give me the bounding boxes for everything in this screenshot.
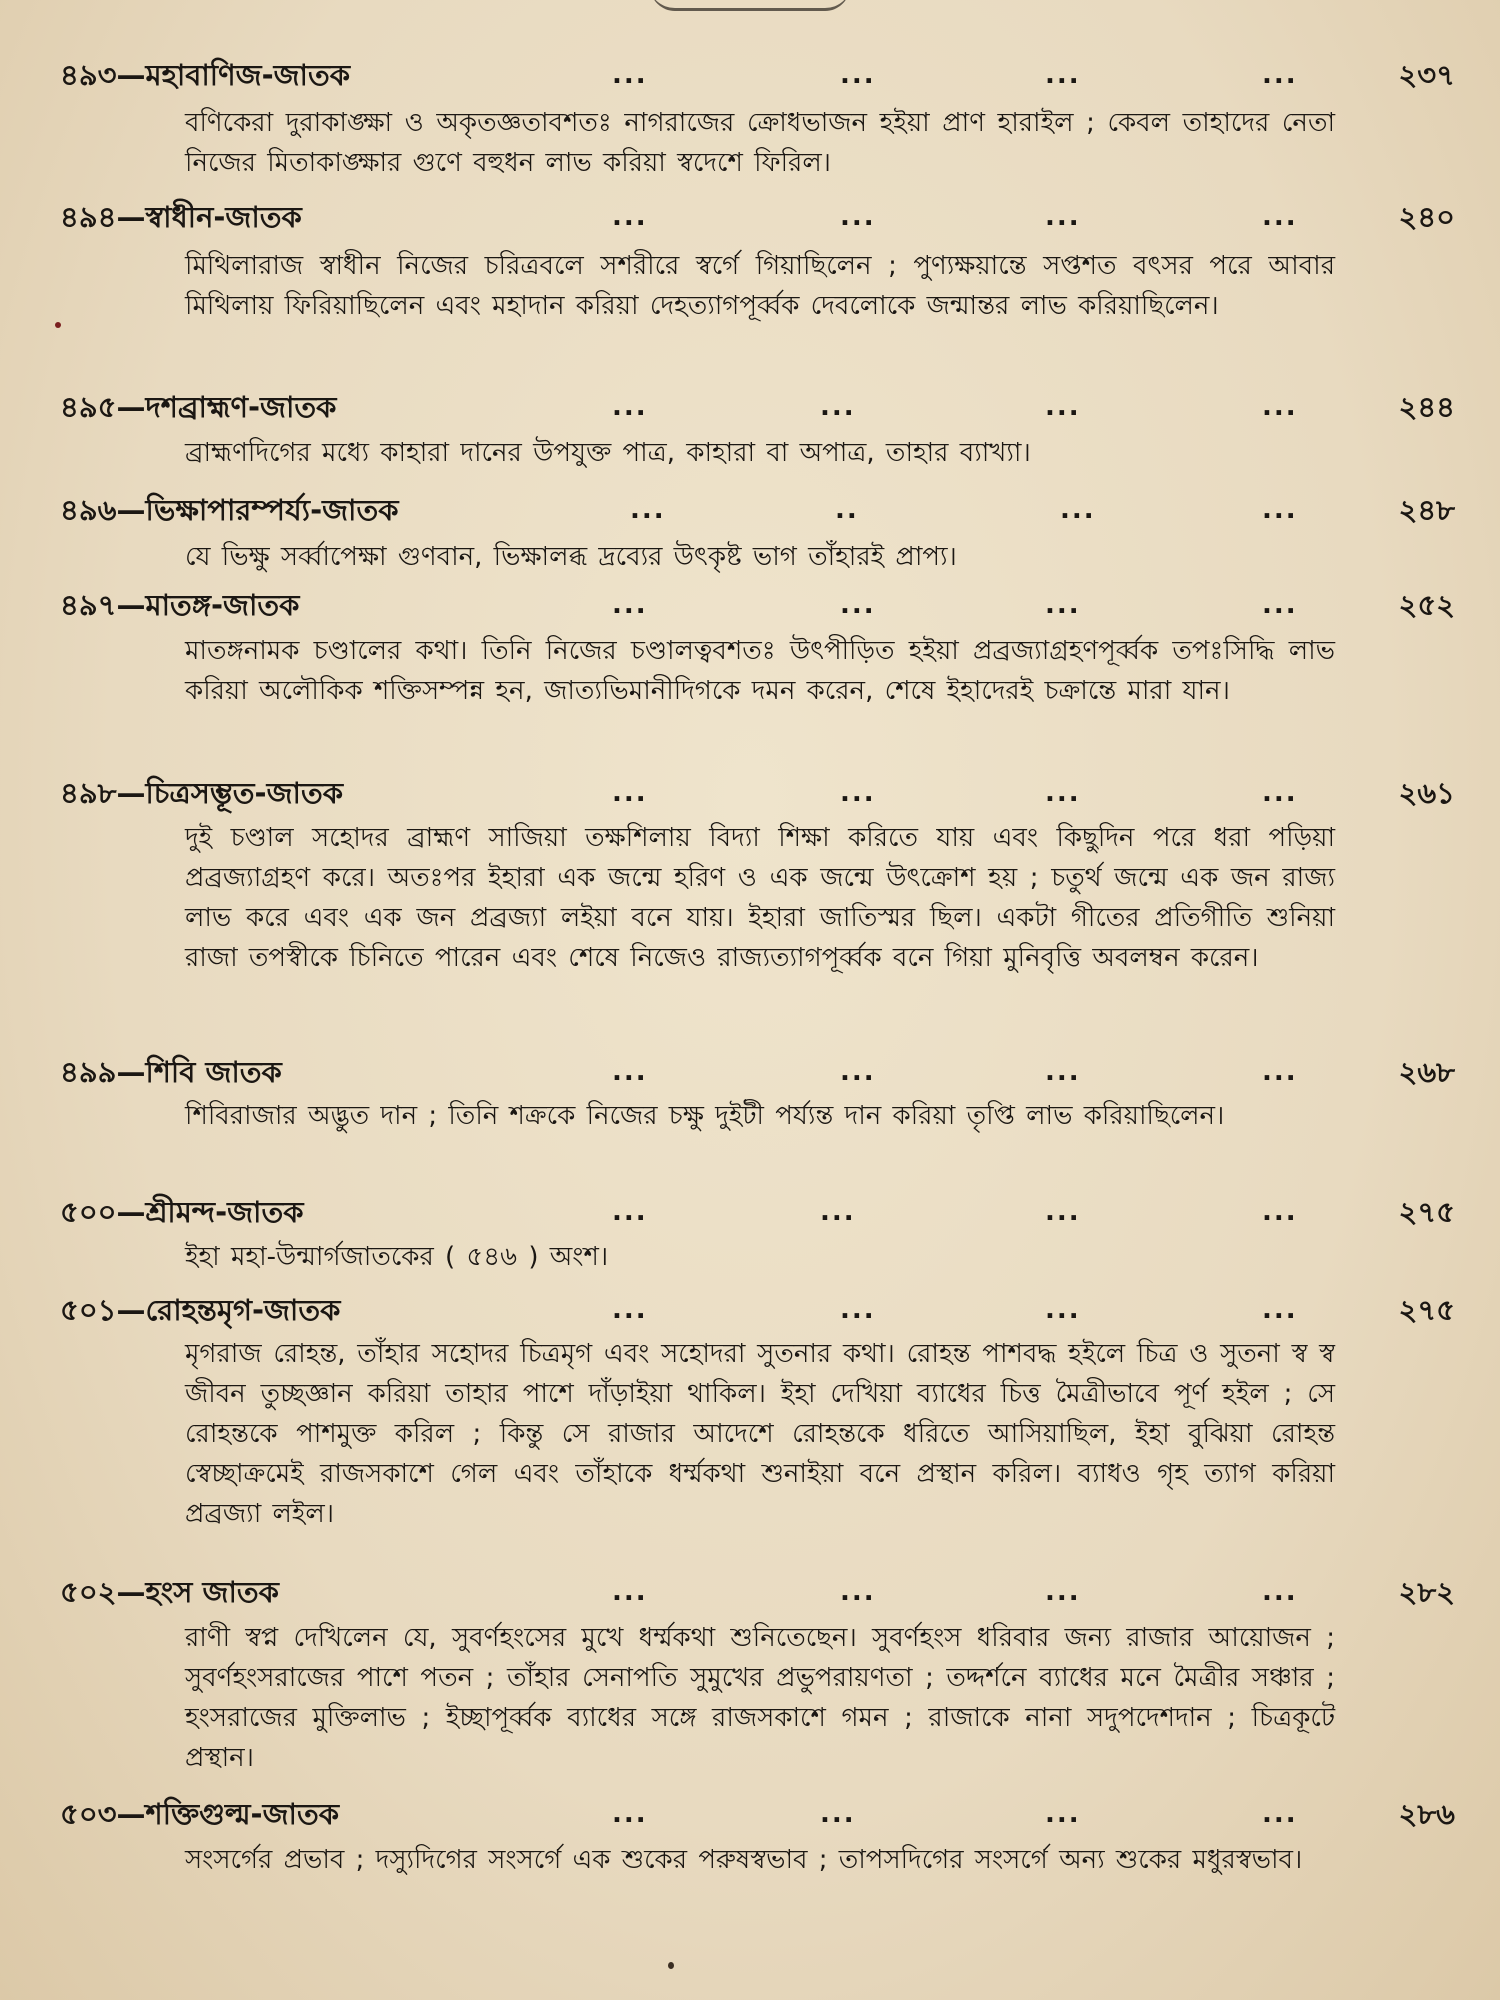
entry-title: ৪৯৪—স্বাধীন-জাতক xyxy=(60,200,302,234)
leader-dots: ... xyxy=(840,202,876,232)
leader-dots: ... xyxy=(612,778,648,808)
entry-title: ৪৯৮—চিত্রসম্ভূত-জাতক xyxy=(60,776,343,810)
leader-dots: ... xyxy=(1045,778,1081,808)
entry-description: মৃগরাজ রোহন্ত, তাঁহার সহোদর চিত্রমৃগ এবং সহোদরা সুতনার কথা। রোহন্ত পাশবদ্ধ হইলে চিত্র ও সুতনা স্ব স্ব জীবন তুচ্ছজ্ঞান করিয়া তাহার পাশে দাঁড়াইয়া থাকিল। ইহা দেখিয়া ব্যাধের চিত্ত মৈত্রীভাবে পূর্ণ হইল ; সে রোহন্তকে পাশমুক্ত করিল ; কিন্তু সে রাজার আদেশে রোহন্তকে ধরিতে আসিয়াছিল, ইহা বুঝিয়া রোহন্ত স্বেচ্ছাক্রমেই রাজসকাশে গেল এবং তাঁহাকে ধর্ম্মকথা শুনাইয়া বনে প্রস্থান করিল। ব্যাধও গৃহ ত্যাগ করিয়া প্রব্রজ্যা লইল। xyxy=(185,1339,1335,1529)
leader-dots: ... xyxy=(1045,1197,1081,1227)
leader-dots: ... xyxy=(1262,392,1298,422)
page-number: ২৪০ xyxy=(1398,200,1455,234)
leader-dots: ... xyxy=(820,392,856,422)
leader-dots: ... xyxy=(1045,60,1081,90)
leader-dots: ... xyxy=(1045,1799,1081,1829)
toc-entry-header xyxy=(0,771,1500,815)
toc-entry-header xyxy=(0,1050,1500,1094)
leader-dots: ... xyxy=(612,392,648,422)
toc-entry-header xyxy=(0,488,1500,532)
ink-speck xyxy=(55,322,61,328)
entry-title: ৪৯৩—মহাবাণিজ-জাতক xyxy=(60,58,351,92)
page-number: ২৮২ xyxy=(1398,1575,1455,1609)
leader-dots: ... xyxy=(612,1295,648,1325)
leader-dots: ... xyxy=(612,1799,648,1829)
entry-title: ৫০০—শ্রীমন্দ-জাতক xyxy=(60,1195,304,1229)
leader-dots: ... xyxy=(840,1577,876,1607)
leader-dots: ... xyxy=(1045,1577,1081,1607)
leader-dots: ... xyxy=(1262,1197,1298,1227)
page-number: ২৪৪ xyxy=(1398,390,1455,424)
entry-description: দুই চণ্ডাল সহোদর ব্রাহ্মণ সাজিয়া তক্ষশিলায় বিদ্যা শিক্ষা করিতে যায় এবং কিছুদিন পরে ধরা পড়িয়া প্রব্রজ্যাগ্রহণ করে। অতঃপর ইহারা এক জন্মে হরিণ ও এক জন্মে উৎক্রোশ হয় ; চতুর্থ জন্মে এক জন রাজ্য লাভ করে এবং এক জন প্রব্রজ্যা লইয়া বনে যায়। ইহারা জাতিস্মর ছিল। একটা গীতের প্রতিগীতি শুনিয়া রাজা তপস্বীকে চিনিতে পারেন এবং শেষে নিজেও রাজ্যত্যাগপূর্ব্বক বনে গিয়া মুনিবৃত্তি অবলম্বন করেন। xyxy=(185,823,1335,973)
entry-title: ৫০১—রোহন্তমৃগ-জাতক xyxy=(60,1293,341,1327)
leader-dots: ... xyxy=(612,1057,648,1087)
page-number: ২৪৮ xyxy=(1398,493,1455,527)
leader-dots: ... xyxy=(820,1197,856,1227)
ink-speck xyxy=(668,1962,674,1969)
leader-dots: ... xyxy=(1262,1577,1298,1607)
leader-dots: ... xyxy=(1262,1799,1298,1829)
entry-title: ৪৯৭—মাতঙ্গ-জাতক xyxy=(60,588,300,622)
entry-title: ৪৯৫—দশব্রাহ্মণ-জাতক xyxy=(60,390,337,424)
toc-entry-header xyxy=(0,1570,1500,1614)
entry-description: ইহা মহা-উন্মার্গজাতকের ( ৫৪৬ ) অংশ। xyxy=(185,1242,609,1272)
leader-dots: ... xyxy=(1262,1295,1298,1325)
page-number: ২৭৫ xyxy=(1398,1293,1455,1327)
leader-dots: .. xyxy=(835,495,859,525)
leader-dots: ... xyxy=(840,1295,876,1325)
leader-dots: ... xyxy=(1262,495,1298,525)
toc-entry-header xyxy=(0,385,1500,429)
page-number: ২৩৭ xyxy=(1398,58,1455,92)
leader-dots: ... xyxy=(1262,1057,1298,1087)
entry-description: যে ভিক্ষু সর্ব্বাপেক্ষা গুণবান, ভিক্ষালব্ধ দ্রব্যের উৎকৃষ্ট ভাগ তাঁহারই প্রাপ্য। xyxy=(185,542,957,572)
leader-dots: ... xyxy=(840,1057,876,1087)
entry-description: সংসর্গের প্রভাব ; দস্যুদিগের সংসর্গে এক শুকের পরুষস্বভাব ; তাপসদিগের সংসর্গে অন্য শুকের মধুরস্বভাব। xyxy=(185,1845,1303,1875)
entry-description: মাতঙ্গনামক চণ্ডালের কথা। তিনি নিজের চণ্ডালত্ববশতঃ উৎপীড়িত হইয়া প্রব্রজ্যাগ্রহণপূর্ব্বক তপঃসিদ্ধি লাভ করিয়া অলৌকিক শক্তিসম্পন্ন হন, জাত্যভিমানীদিগকে দমন করেন, শেষে ইহাদেরই চক্রান্তে মারা যান। xyxy=(185,636,1335,706)
leader-dots: ... xyxy=(1060,495,1096,525)
header-bracket-mark xyxy=(650,0,850,11)
leader-dots: ... xyxy=(1045,590,1081,620)
entry-description: শিবিরাজার অদ্ভুত দান ; তিনি শক্রকে নিজের চক্ষু দুইটী পর্য্যন্ত দান করিয়া তৃপ্তি লাভ করিয়াছিলেন। xyxy=(185,1101,1225,1131)
page-number: ২৬১ xyxy=(1398,776,1455,810)
leader-dots: ... xyxy=(1262,590,1298,620)
entry-description: ব্রাহ্মণদিগের মধ্যে কাহারা দানের উপযুক্ত পাত্র, কাহারা বা অপাত্র, তাহার ব্যাখ্যা। xyxy=(185,438,1031,468)
leader-dots: ... xyxy=(1262,202,1298,232)
leader-dots: ... xyxy=(612,1197,648,1227)
entry-description: রাণী স্বপ্ন দেখিলেন যে, সুবর্ণহংসের মুখে ধর্ম্মকথা শুনিতেছেন। সুবর্ণহংস ধরিবার জন্য রাজার আয়োজন ; সুবর্ণহংসরাজের পাশে পতন ; তাঁহার সেনাপতি সুমুখের প্রভুপরায়ণতা ; তদ্দর্শনে ব্যাধের মনে মৈত্রীর সঞ্চার ; হংসরাজের মুক্তিলাভ ; ইচ্ছাপূর্ব্বক ব্যাধের সঙ্গে রাজসকাশে গমন ; রাজাকে নানা সদুপদেশদান ; চিত্রকূটে প্রস্থান। xyxy=(185,1623,1335,1773)
leader-dots: ... xyxy=(1045,202,1081,232)
toc-entry-header xyxy=(0,53,1500,97)
leader-dots: ... xyxy=(840,778,876,808)
entry-title: ৫০৩—শক্তিগুল্ম-জাতক xyxy=(60,1797,339,1831)
leader-dots: ... xyxy=(840,60,876,90)
leader-dots: ... xyxy=(1262,60,1298,90)
leader-dots: ... xyxy=(1045,1295,1081,1325)
entry-title: ৪৯৬—ভিক্ষাপারম্পর্য্য-জাতক xyxy=(60,493,399,527)
leader-dots: ... xyxy=(612,1577,648,1607)
page-number: ২৬৮ xyxy=(1398,1055,1455,1089)
leader-dots: ... xyxy=(612,590,648,620)
toc-entry-header xyxy=(0,195,1500,239)
page-number: ২৫২ xyxy=(1398,588,1455,622)
page-number: ২৮৬ xyxy=(1398,1797,1455,1831)
entry-description: মিথিলারাজ স্বাধীন নিজের চরিত্রবলে সশরীরে স্বর্গে গিয়াছিলেন ; পুণ্যক্ষয়ান্তে সপ্তশত বৎসর পরে আবার মিথিলায় ফিরিয়াছিলেন এবং মহাদান করিয়া দেহত্যাগপূর্ব্বক দেবলোকে জন্মান্তর লাভ করিয়াছিলেন। xyxy=(185,251,1335,321)
leader-dots: ... xyxy=(820,1799,856,1829)
leader-dots: ... xyxy=(612,60,648,90)
entry-title: ৫০২—হংস জাতক xyxy=(60,1575,279,1609)
leader-dots: ... xyxy=(630,495,666,525)
leader-dots: ... xyxy=(1045,392,1081,422)
leader-dots: ... xyxy=(1045,1057,1081,1087)
toc-entry-header xyxy=(0,1288,1500,1332)
toc-entry-header xyxy=(0,583,1500,627)
entry-description: বণিকেরা দুরাকাঙ্ক্ষা ও অকৃতজ্ঞতাবশতঃ নাগরাজের ক্রোধভাজন হইয়া প্রাণ হারাইল ; কেবল তাহাদের নেতা নিজের মিতাকাঙ্ক্ষার গুণে বহুধন লাভ করিয়া স্বদেশে ফিরিল। xyxy=(185,108,1335,178)
leader-dots: ... xyxy=(612,202,648,232)
toc-entry-header xyxy=(0,1190,1500,1234)
leader-dots: ... xyxy=(1262,778,1298,808)
page-number: ২৭৫ xyxy=(1398,1195,1455,1229)
entry-title: ৪৯৯—শিবি জাতক xyxy=(60,1055,282,1089)
toc-entry-header xyxy=(0,1792,1500,1836)
leader-dots: ... xyxy=(840,590,876,620)
